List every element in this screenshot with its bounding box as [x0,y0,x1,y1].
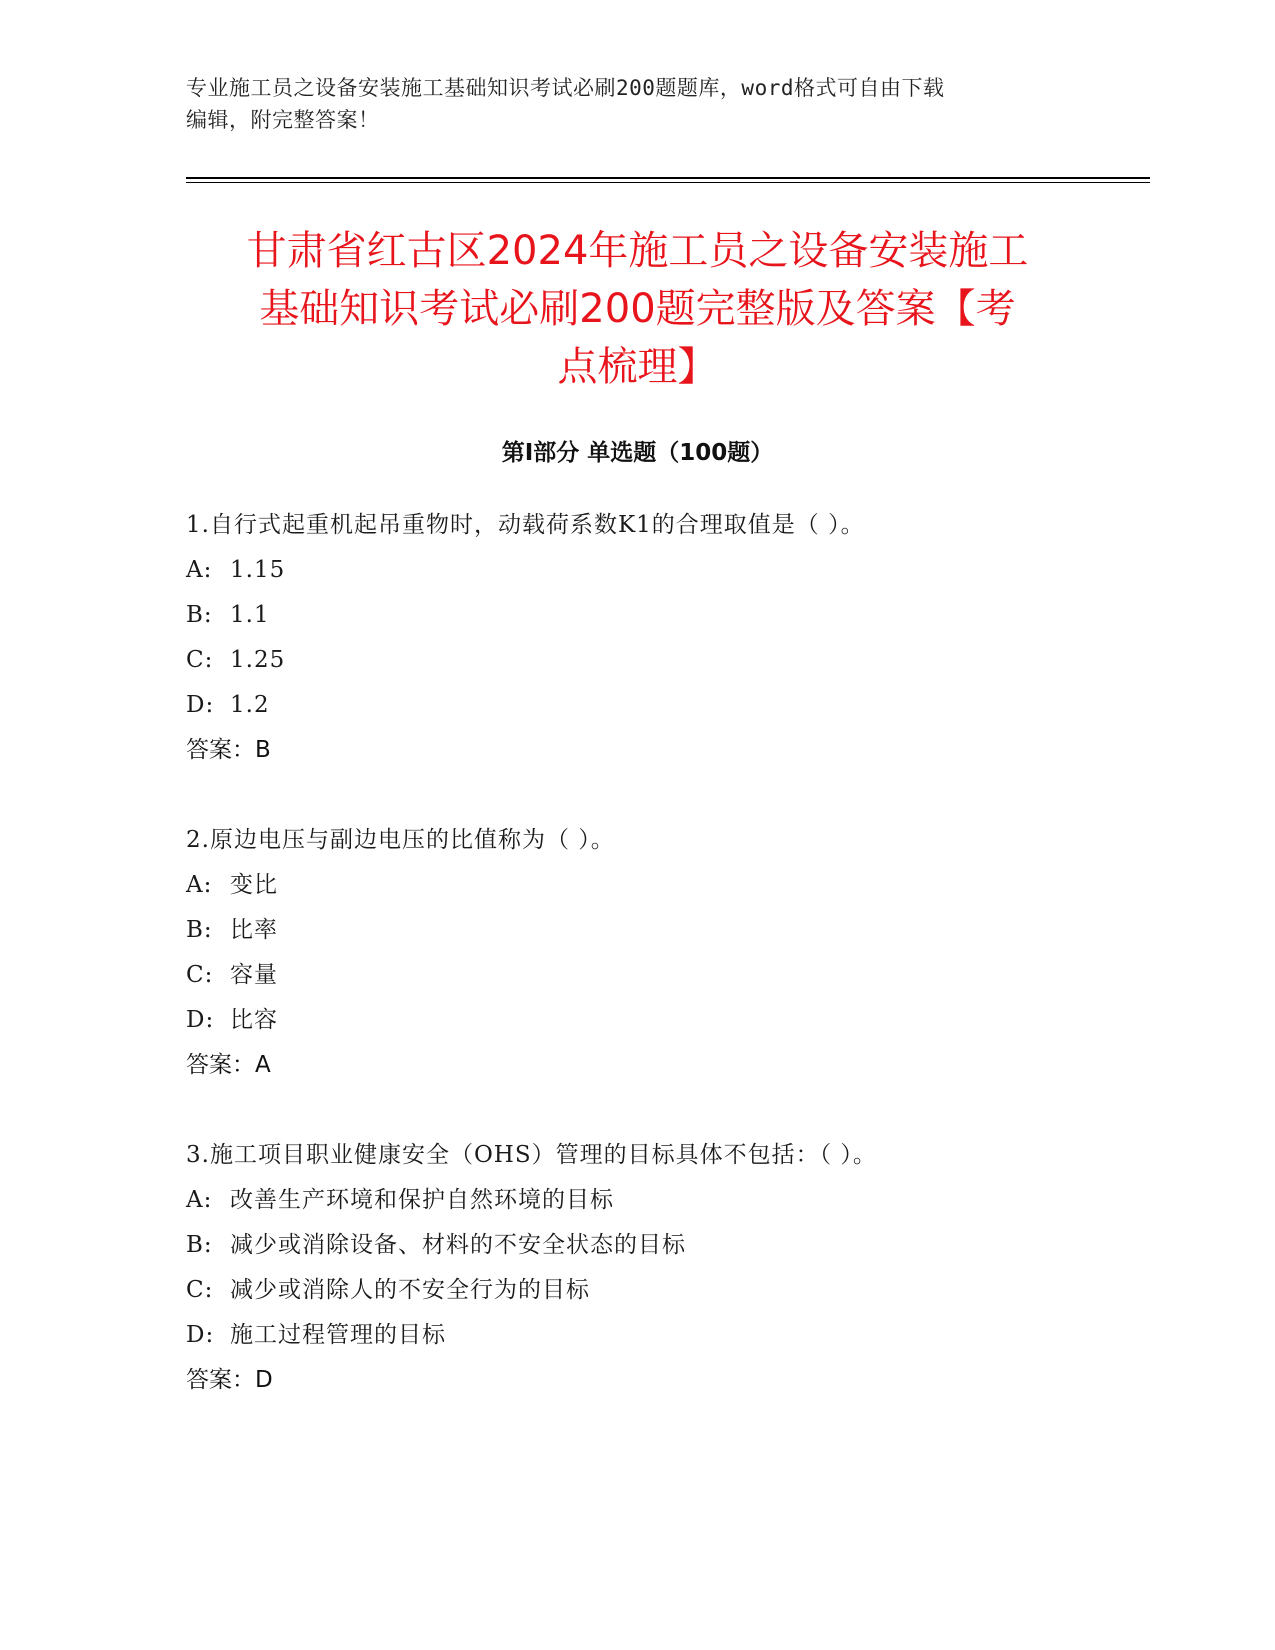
option-d [186,1313,1116,1358]
question-3 [186,1133,1116,1403]
question-2 [186,818,1116,1088]
option-text: 1.15 [230,557,286,583]
option-a [186,1178,1116,1223]
option-text: 1.25 [230,647,286,673]
question-stem: 3.施工项目职业健康安全（OHS）管理的目标具体不包括：（ ）。 [186,1142,877,1168]
option-text: 减少或消除设备、材料的不安全状态的目标 [230,1232,686,1258]
option-d [186,998,1116,1043]
option-letter: A: [186,557,213,583]
option-b [186,908,1116,953]
option-text: 比率 [230,917,278,943]
option-a [186,548,1116,593]
section-heading: 第Ⅰ部分 单选题（100题） [501,440,774,466]
option-letter: C: [186,962,214,988]
option-c [186,953,1116,998]
option-b [186,1223,1116,1268]
option-text: 1.2 [230,692,270,718]
option-letter: B: [186,602,213,628]
option-text: 容量 [230,962,278,988]
option-letter: D: [186,692,215,718]
option-text: 1.1 [230,602,270,628]
option-letter: C: [186,1277,214,1303]
answer-key: 答案：D [186,1367,273,1393]
option-c [186,1268,1116,1313]
option-text: 施工过程管理的目标 [230,1322,446,1348]
option-letter: C: [186,647,214,673]
option-d [186,683,1116,728]
header-note [186,72,1086,136]
document-title-line-3: 点梳理】 [557,344,718,390]
option-letter: A: [186,1187,213,1213]
document-title-line-2: 基础知识考试必刷200题完整版及答案【考 [259,286,1016,332]
document-title-line-1: 甘肃省红古区2024年施工员之设备安装施工 [246,228,1029,274]
option-letter: A: [186,872,213,898]
header-rule-thick [186,177,1150,179]
document-title [170,222,1105,396]
option-text: 变比 [230,872,278,898]
question-stem: 1.自行式起重机起吊重物时，动载荷系数K1的合理取值是（ ）。 [186,512,865,538]
header-rule-thin [186,182,1150,183]
option-text: 改善生产环境和保护自然环境的目标 [230,1187,614,1213]
question-stem: 2.原边电压与副边电压的比值称为（ ）。 [186,827,615,853]
header-note-line-1: 专业施工员之设备安装施工基础知识考试必刷200题题库，word格式可自由下载 [186,76,945,100]
option-a [186,863,1116,908]
option-text: 减少或消除人的不安全行为的目标 [230,1277,590,1303]
option-text: 比容 [230,1007,278,1033]
question-1 [186,503,1116,773]
option-b [186,593,1116,638]
option-letter: D: [186,1007,215,1033]
option-c [186,638,1116,683]
header-note-line-2: 编辑，附完整答案！ [186,108,380,132]
option-letter: B: [186,1232,213,1258]
answer-key: 答案：A [186,1052,271,1078]
answer-key: 答案：B [186,737,271,763]
option-letter: D: [186,1322,215,1348]
option-letter: B: [186,917,213,943]
